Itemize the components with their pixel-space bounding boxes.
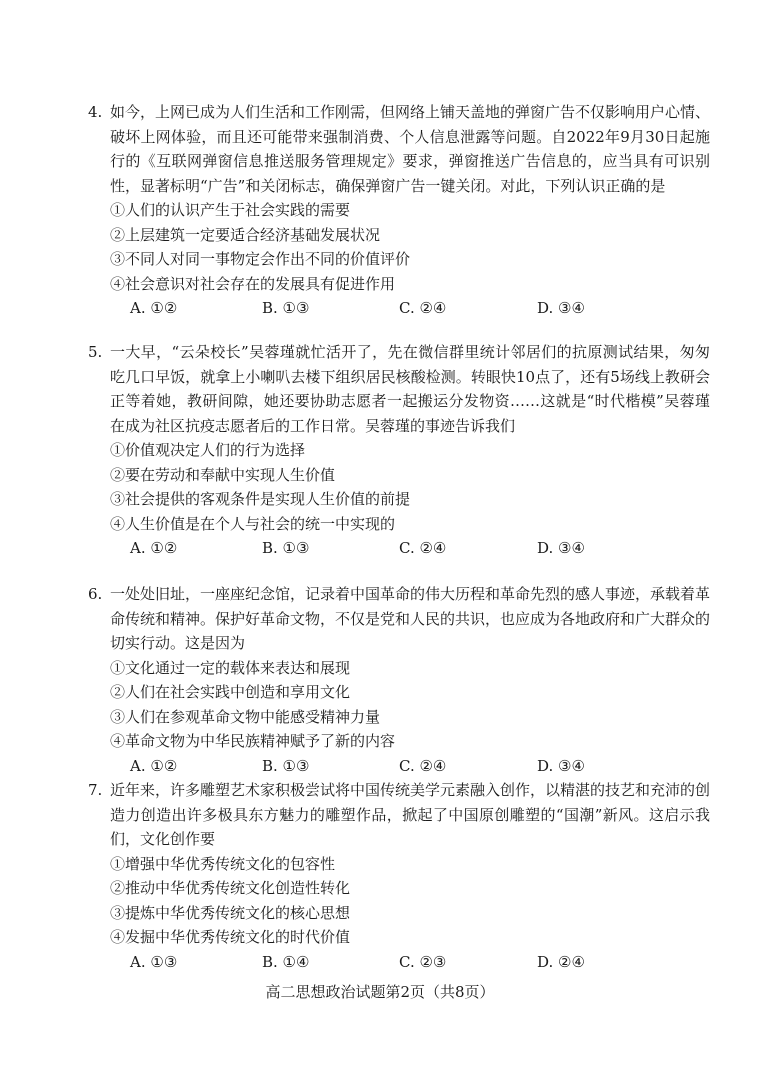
- answer-choices: [110, 754, 710, 779]
- question-7: [88, 778, 711, 974]
- option-1: ①价值观决定人们的行为选择: [110, 441, 306, 459]
- question-5: [88, 340, 710, 561]
- option-3: ③提炼中华优秀传统文化的核心思想: [110, 903, 351, 922]
- choice-c: C. ②④: [399, 756, 447, 775]
- choice-d: D. ②④: [537, 952, 585, 971]
- choice-a: A. ①②: [130, 299, 178, 317]
- choice-c: C. ②④: [399, 539, 447, 557]
- choice-c: C. ②③: [399, 952, 447, 971]
- choice-d: D. ③④: [537, 299, 585, 317]
- choice-a: A. ①②: [130, 756, 178, 775]
- choice-b: B. ①③: [262, 539, 310, 557]
- option-4: ④革命文物为中华民族精神赋予了新的内容: [110, 732, 396, 750]
- choice-b: B. ①④: [262, 952, 310, 971]
- option-2: ②上层建筑一定要适合经济基础发展状况: [110, 225, 381, 244]
- option-1: ①人们的认识产生于社会实践的需要: [110, 201, 351, 219]
- question-stem: 一处处旧址，一座座纪念馆，记录着中国革命的伟大历程和革命先烈的感人事迹，承载着革命传统和精神。保护好革命文物，不仅是党和人民的共识，也应成为各地政府和广大群众的切实行动。这是因为: [110, 585, 711, 652]
- question-4: [88, 100, 711, 321]
- question-stem: 一大早，“云朵校长”吴蓉瑾就忙活开了，先在微信群里统计邻居们的抗原测试结果，匆匆吃几口早饭，就拿上小喇叭去楼下组织居民核酸检测。转眼快10点了，还有5场线上教研会正等着她，教研间隙，她还要协助志愿者一起搬运分发物资……这就是“时代楷模”吴蓉瑾在成为社区抗疫志愿者后的工作日常。吴蓉瑾的事迹告诉我们: [110, 343, 710, 435]
- question-number: 6.: [88, 585, 103, 603]
- option-3: ③不同人对同一事物定会作出不同的价值评价: [110, 250, 411, 268]
- choice-b: B. ①③: [262, 756, 310, 775]
- question-6: [88, 582, 711, 778]
- option-4: ④社会意识对社会存在的发展具有促进作用: [110, 274, 396, 293]
- question-number: 4.: [88, 103, 103, 121]
- answer-choices: [110, 950, 710, 975]
- choice-b: B. ①③: [262, 299, 310, 317]
- option-1: ①增强中华优秀传统文化的包容性: [110, 854, 336, 873]
- option-2: ②推动中华优秀传统文化创造性转化: [110, 879, 351, 897]
- answer-choices: [110, 296, 710, 321]
- question-stem: 如今，上网已成为人们生活和工作刚需，但网络上铺天盖地的弹窗广告不仅影响用户心情、破坏上网体验，而且还可能带来强制消费、个人信息泄露等问题。自2022年9月30日起施行的《互联网弹窗信息推送服务管理规定》要求，弹窗推送广告信息的，应当具有可识别性，显著标明“广告”和关闭标志，确保弹窗广告一键关闭。对此，下列认识正确的是: [110, 103, 711, 195]
- choice-d: D. ③④: [537, 539, 585, 557]
- option-2: ②要在劳动和奉献中实现人生价值: [110, 465, 336, 484]
- option-4: ④发掘中华优秀传统文化的时代价值: [110, 928, 351, 946]
- choice-a: A. ①③: [130, 952, 178, 971]
- question-number: 5.: [88, 343, 103, 361]
- option-1: ①文化通过一定的载体来表达和展现: [110, 658, 351, 677]
- option-3: ③人们在参观革命文物中能感受精神力量: [110, 707, 381, 726]
- choice-c: C. ②④: [399, 299, 447, 317]
- choice-a: A. ①②: [130, 539, 178, 557]
- answer-choices: [110, 536, 710, 561]
- option-3: ③社会提供的客观条件是实现人生价值的前提: [110, 490, 411, 508]
- choice-d: D. ③④: [537, 756, 585, 775]
- question-stem: 近年来，许多雕塑艺术家积极尝试将中国传统美学元素融入创作，以精湛的技艺和充沛的创造力创造出许多极具东方魅力的雕塑作品，掀起了中国原创雕塑的“国潮”新风。这启示我们，文化创作要: [110, 781, 711, 848]
- question-number: 7.: [88, 781, 103, 799]
- option-2: ②人们在社会实践中创造和享用文化: [110, 683, 351, 701]
- page-footer: 高二思想政治试题第2页（共8页）: [265, 983, 495, 1001]
- option-4: ④人生价值是在个人与社会的统一中实现的: [110, 514, 396, 533]
